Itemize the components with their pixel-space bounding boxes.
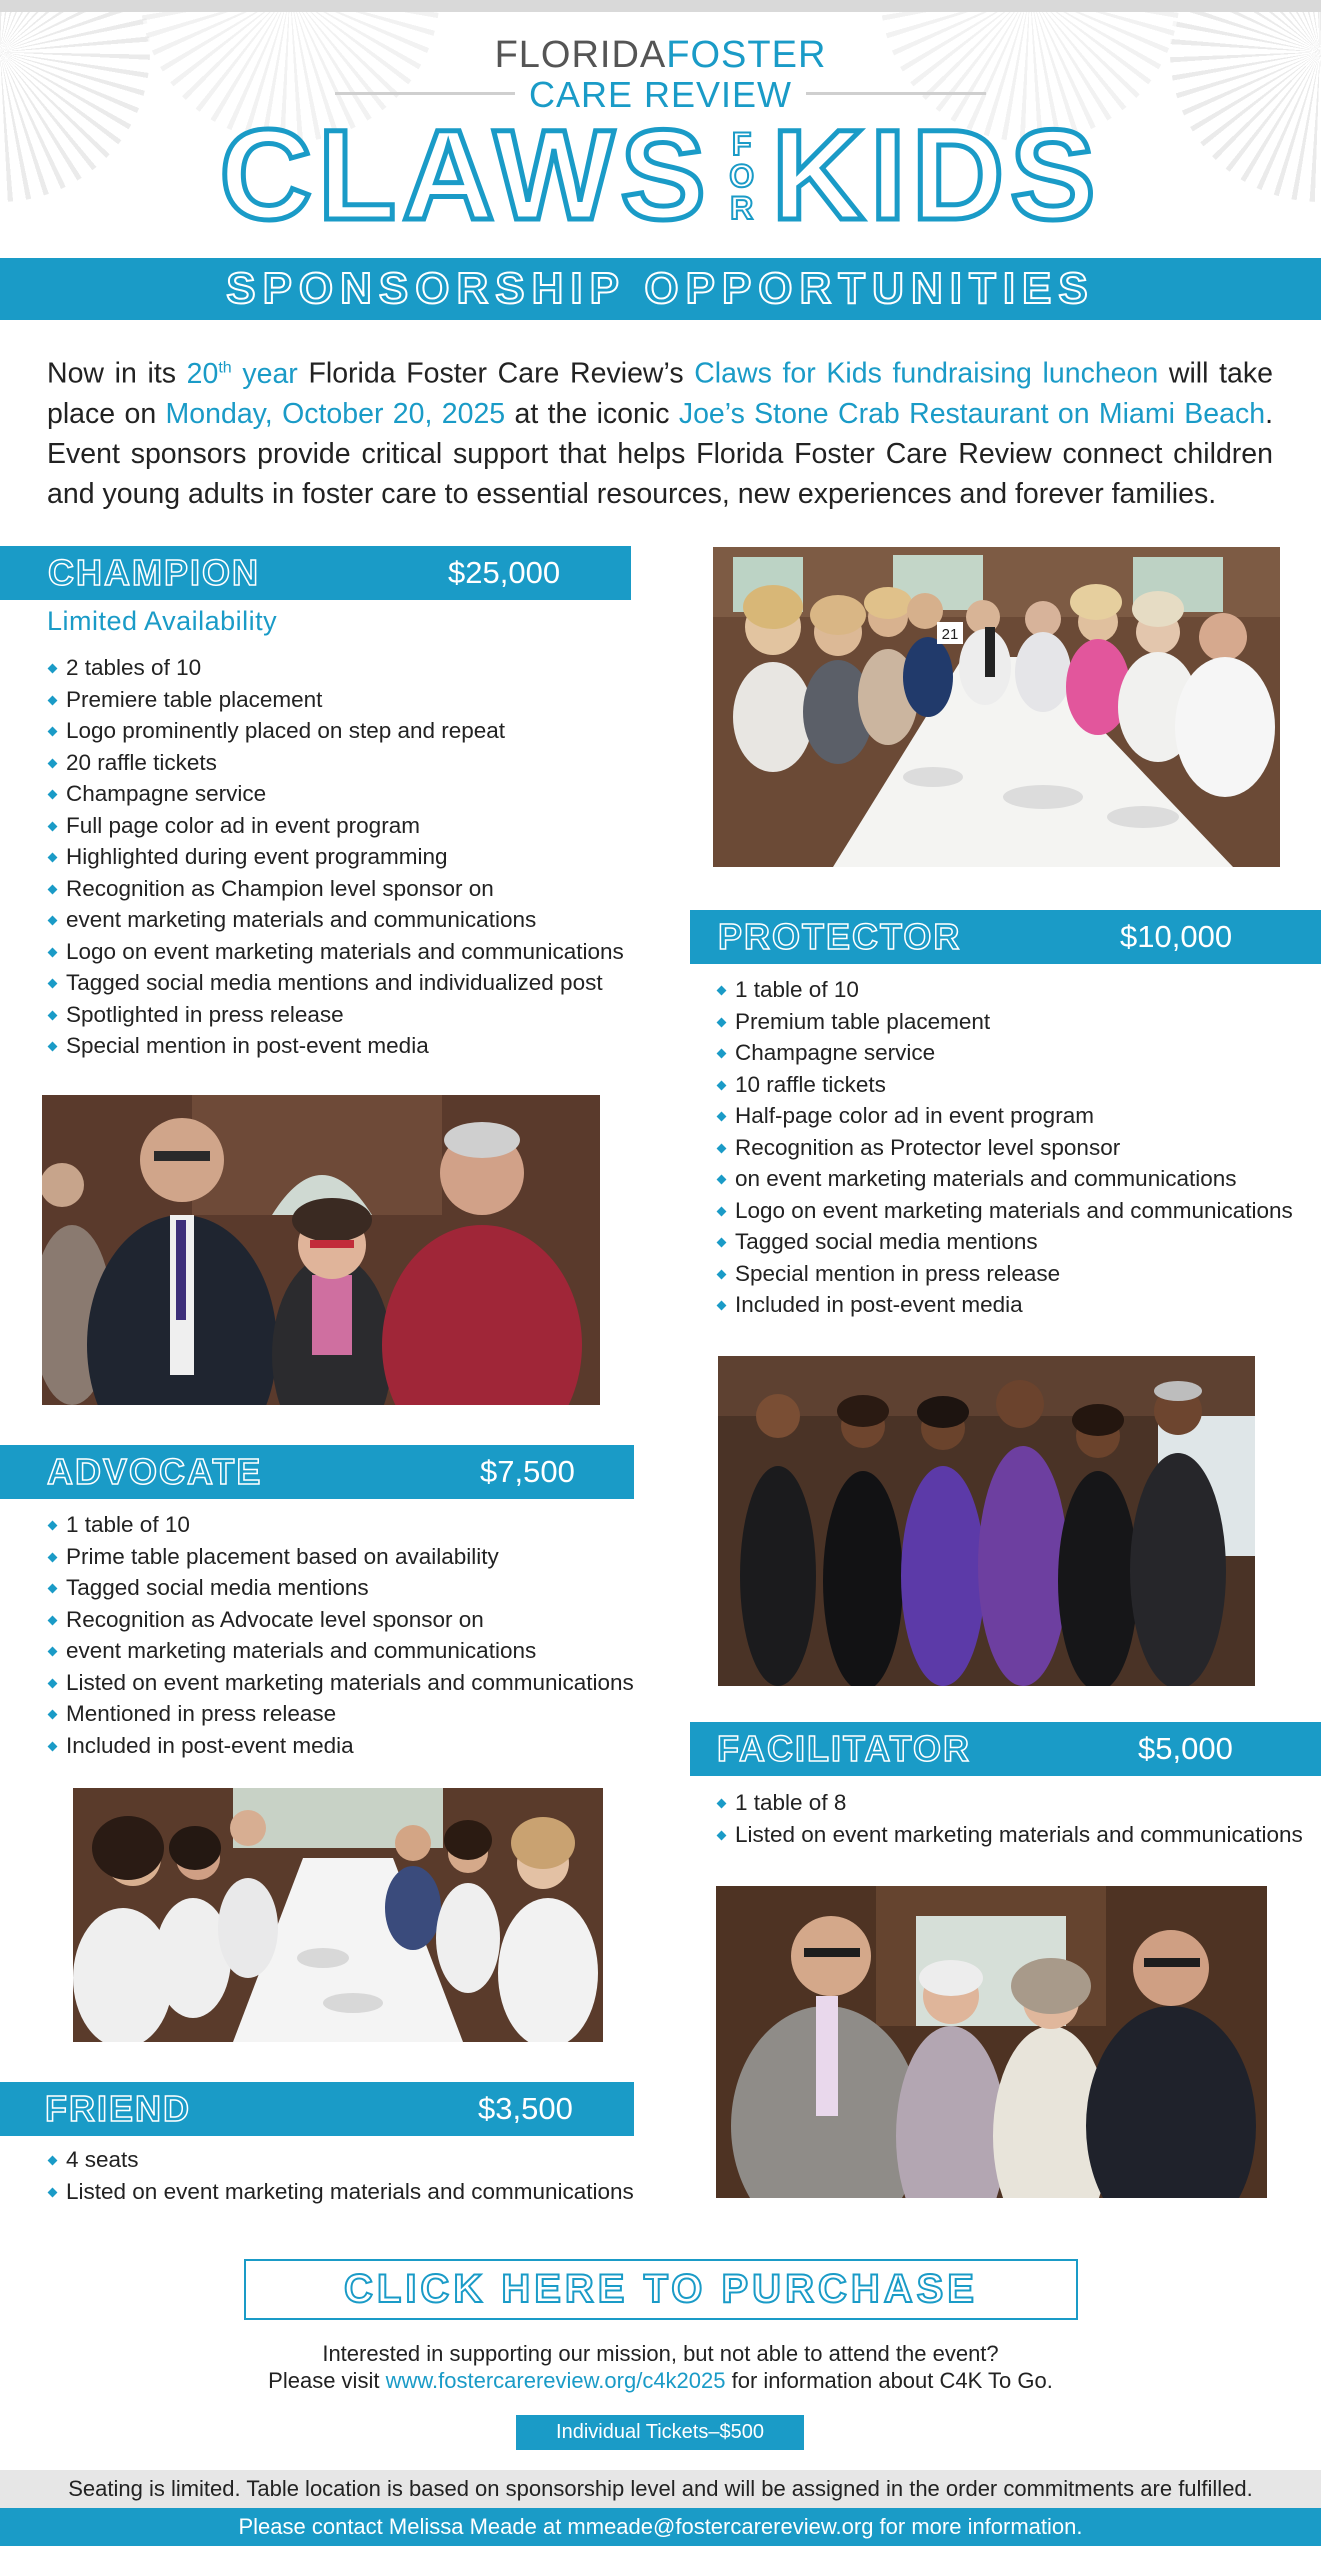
list-item: 1 table of 8 — [715, 1787, 1315, 1819]
top-strip — [0, 0, 1321, 12]
purchase-button[interactable] — [244, 2259, 1078, 2320]
facilitator-name: FACILITATOR — [717, 1728, 971, 1769]
list-item: Mentioned in press release — [46, 1698, 666, 1730]
list-item: Special mention in post-event media — [46, 1030, 646, 1062]
svg-text:21: 21 — [941, 626, 959, 643]
champion-availability: Limited Availability — [47, 606, 278, 636]
title-for: F O R — [729, 126, 755, 226]
list-item-continued: on event marketing materials and communications — [715, 1163, 1315, 1195]
purchase-button-label: CLICK HERE TO PURCHASE — [344, 2267, 978, 2311]
friend-header — [0, 2082, 634, 2136]
contact-note: Please contact Melissa Meade at mmeade@fostercarereview.org for more information. — [0, 2508, 1321, 2546]
list-item: Spotlighted in press release — [46, 999, 646, 1031]
title-claws: CLAWS — [219, 104, 712, 247]
bottom-strip — [0, 2546, 1321, 2560]
champion-price: $25,000 — [448, 555, 561, 590]
list-item: Recognition as Protector level sponsor — [715, 1132, 1315, 1164]
list-item-continued: event marketing materials and communications — [46, 904, 646, 936]
list-item: Listed on event marketing materials and communications — [46, 2176, 666, 2208]
banner-text: SPONSORSHIP OPPORTUNITIES — [226, 264, 1095, 313]
advocate-benefits — [46, 1509, 666, 1761]
friend-price: $3,500 — [478, 2091, 573, 2126]
champion-header — [0, 546, 631, 600]
photo-four-guests — [716, 1886, 1267, 2198]
friend-name: FRIEND — [45, 2088, 191, 2129]
protector-header — [690, 910, 1321, 964]
facilitator-price: $5,000 — [1138, 1731, 1233, 1766]
list-item: Tagged social media mentions and individualized post — [46, 967, 646, 999]
seating-note: Seating is limited. Table location is based on sponsorship level and will be assigned in the order commitments are fulfilled. — [0, 2470, 1321, 2508]
sponsorship-banner — [0, 258, 1321, 320]
list-item: Premium table placement — [715, 1006, 1315, 1038]
advocate-price: $7,500 — [480, 1454, 575, 1489]
list-item: 2 tables of 10 — [46, 652, 646, 684]
event-title — [0, 104, 1321, 247]
protector-benefits — [715, 974, 1315, 1321]
individual-tickets-button[interactable]: Individual Tickets–$500 — [516, 2415, 804, 2450]
protector-name: PROTECTOR — [718, 916, 962, 957]
list-item: Champagne service — [715, 1037, 1315, 1069]
list-item: 1 table of 10 — [46, 1509, 666, 1541]
event-venue: Joe’s Stone Crab Restaurant on Miami Beach — [678, 397, 1266, 430]
champion-benefits — [46, 652, 646, 1062]
list-item: Included in post-event media — [715, 1289, 1315, 1321]
event-date: Monday, October 20, 2025 — [165, 397, 506, 430]
list-item: Special mention in press release — [715, 1258, 1315, 1290]
advocate-name: ADVOCATE — [47, 1451, 263, 1492]
facilitator-header — [690, 1722, 1321, 1776]
advocate-header — [0, 1445, 634, 1499]
list-item: Recognition as Advocate level sponsor on — [46, 1604, 666, 1636]
org-word-florida: FLORIDA — [494, 34, 667, 76]
list-item-continued: event marketing materials and communications — [46, 1635, 666, 1667]
list-item: 20 raffle tickets — [46, 747, 646, 779]
list-item: Tagged social media mentions — [46, 1572, 666, 1604]
list-item: 4 seats — [46, 2144, 666, 2176]
photo-three-guests — [42, 1095, 600, 1405]
list-item: Recognition as Champion level sponsor on — [46, 873, 646, 905]
list-item: Champagne service — [46, 778, 646, 810]
list-item: Half-page color ad in event program — [715, 1100, 1315, 1132]
facilitator-benefits — [715, 1787, 1315, 1850]
list-item: Logo on event marketing materials and communications — [46, 936, 646, 968]
photo-guests-at-table — [713, 547, 1280, 867]
list-item: Prime table placement based on availability — [46, 1541, 666, 1573]
photo-group-of-six — [718, 1356, 1255, 1686]
list-item: Tagged social media mentions — [715, 1226, 1315, 1258]
c4k-link[interactable]: www.fostercarereview.org/c4k2025 — [385, 2368, 726, 2393]
photo-banquet-table — [73, 1788, 603, 2042]
protector-price: $10,000 — [1120, 919, 1233, 954]
list-item: 10 raffle tickets — [715, 1069, 1315, 1101]
event-name-link: Claws for Kids fundraising luncheon — [694, 357, 1159, 390]
list-item: Full page color ad in event program — [46, 810, 646, 842]
list-item: Listed on event marketing materials and communications — [715, 1819, 1315, 1851]
champion-name: CHAMPION — [48, 552, 260, 593]
interest-text: Interested in supporting our mission, but not able to attend the event? Please visit www.fostercarereview.org/c4k2025 for information about C4K To Go. — [268, 2341, 1053, 2393]
list-item: Logo prominently placed on step and repeat — [46, 715, 646, 747]
friend-benefits — [46, 2144, 666, 2207]
org-name — [0, 36, 1321, 74]
list-item: Included in post-event media — [46, 1730, 666, 1762]
list-item: Premiere table placement — [46, 684, 646, 716]
org-word-foster: FOSTER — [666, 34, 827, 76]
list-item: Listed on event marketing materials and communications — [46, 1667, 666, 1699]
list-item: Highlighted during event programming — [46, 841, 646, 873]
intro-paragraph: Now in its 20th year Florida Foster Care Review’s Claws for Kids fundraising luncheon will take place on Monday, October 20, 2025 at the iconic Joe’s Stone Crab Restaurant on Miami Beach. Event sponsors provide critical support that helps Florida Foster Care Review connect children and young adults in foster care to essential resources, new experiences and forever families. — [47, 357, 1273, 510]
list-item: 1 table of 10 — [715, 974, 1315, 1006]
title-kids: KIDS — [771, 104, 1102, 247]
org-line-care-review: CARE REVIEW — [528, 74, 793, 115]
list-item: Logo on event marketing materials and communications — [715, 1195, 1315, 1227]
